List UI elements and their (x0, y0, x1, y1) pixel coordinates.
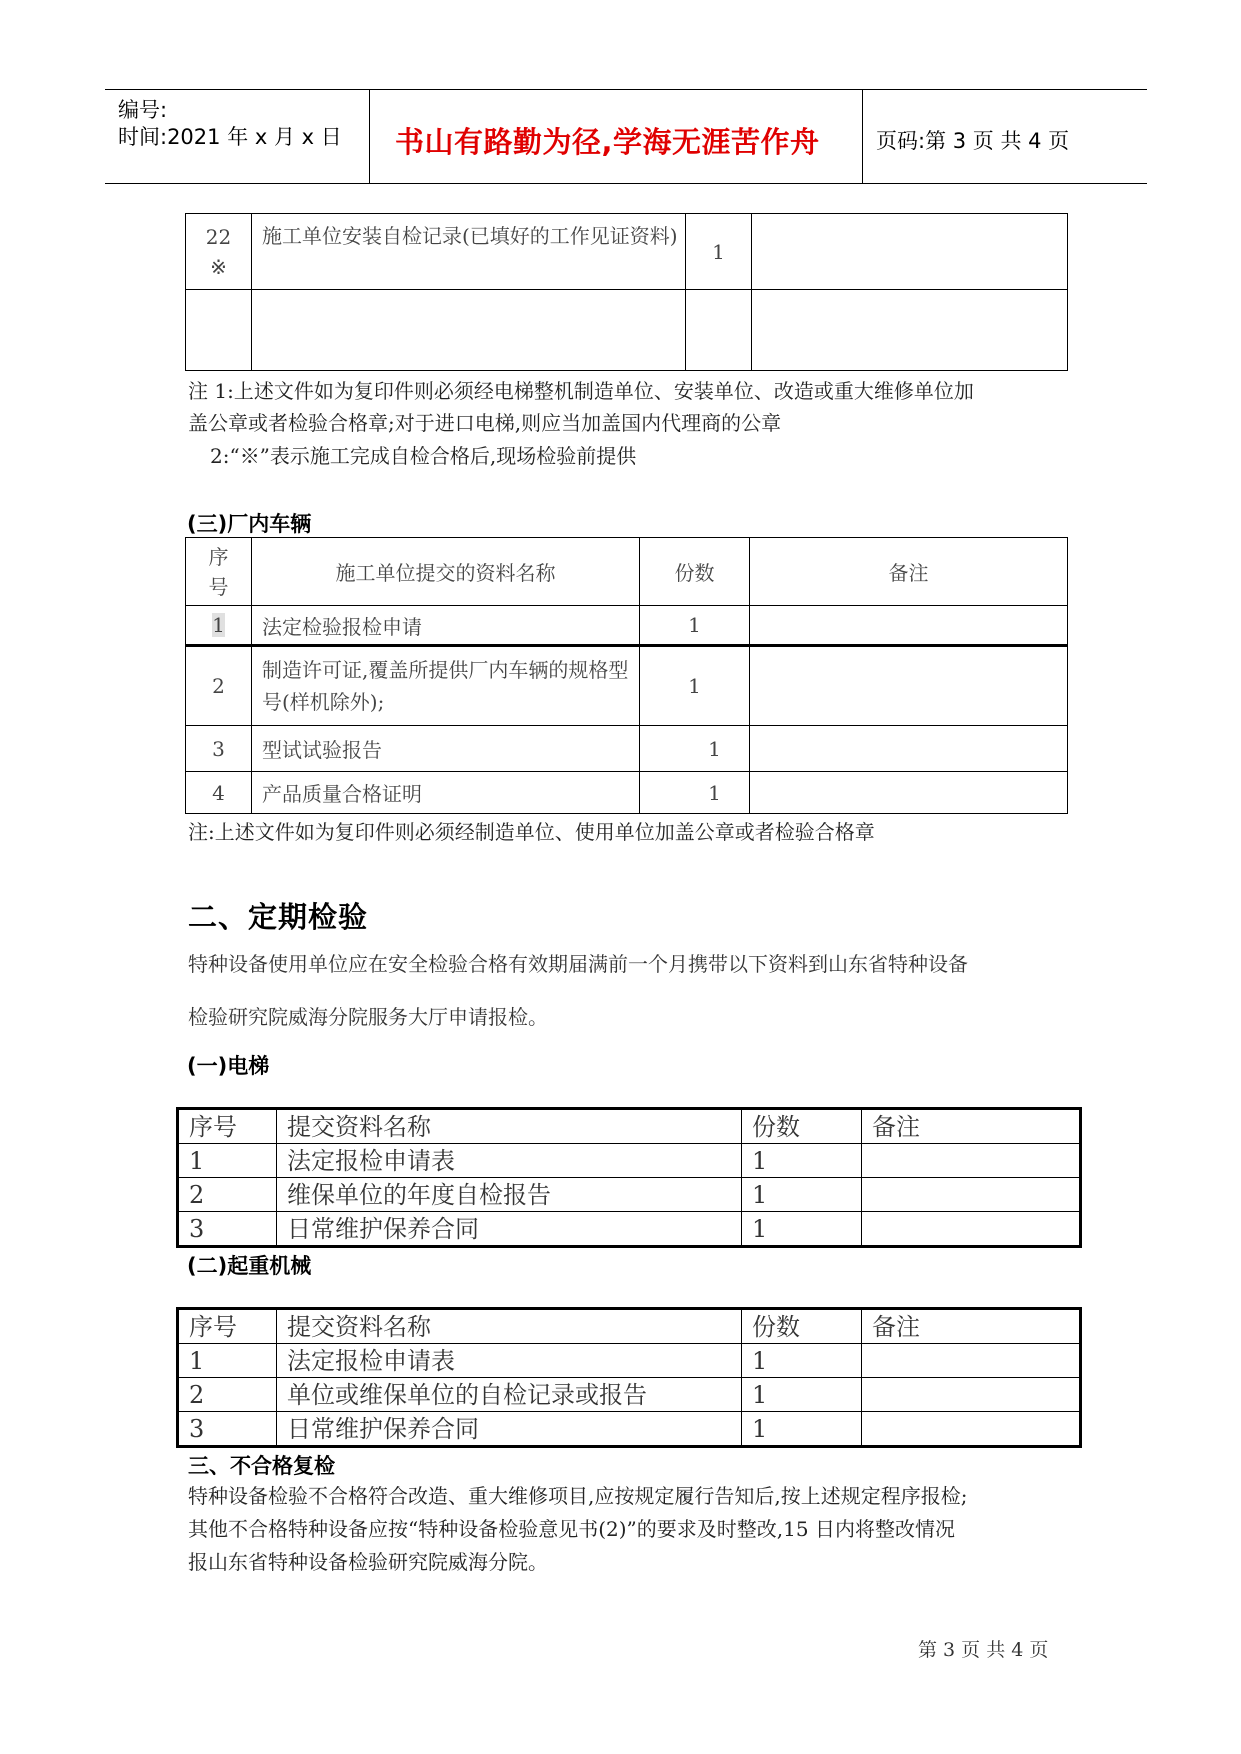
doc-count-cell: 1 (742, 1178, 862, 1212)
vehicles-docs-table (185, 537, 1068, 814)
row-number-cell: 3 (186, 726, 252, 772)
doc-name-cell: 制造许可证,覆盖所提供厂内车辆的规格型号(样机除外); (252, 646, 640, 726)
note-1-line-2: 盖公章或者检验合格章;对于进口电梯,则应当加盖国内代理商的公章 (188, 411, 782, 435)
header-number-label: 编号: (118, 98, 168, 122)
row-number-cell: 4 (186, 772, 252, 814)
doc-name-cell: 法定报检申请表 (277, 1144, 742, 1178)
doc-name-cell: 施工单位安装自检记录(已填好的工作见证资料) (252, 214, 686, 290)
doc-name-cell: 维保单位的年度自检报告 (277, 1178, 742, 1212)
table-row (178, 1144, 1081, 1178)
table-row (186, 606, 1068, 646)
table-row (178, 1344, 1081, 1378)
header-bottom-rule (105, 183, 1147, 184)
elevator-install-docs-table (185, 213, 1068, 371)
doc-remark-cell (750, 606, 1068, 646)
header-no-line2: 号 (208, 574, 229, 599)
table-row (178, 1178, 1081, 1212)
doc-name-cell: 型试试验报告 (252, 726, 640, 772)
doc-name-cell: 产品质量合格证明 (252, 772, 640, 814)
header-divider-left (369, 90, 370, 184)
doc-count-cell: 1 (742, 1144, 862, 1178)
doc-remark-cell (750, 726, 1068, 772)
row-number-cell (186, 606, 252, 646)
doc-count-cell: 1 (640, 646, 750, 726)
table-row (186, 772, 1068, 814)
recheck-line-1: 特种设备检验不合格符合改造、重大维修项目,应按规定履行告知后,按上述规定程序报检; (188, 1484, 968, 1508)
row-number: 22 (205, 224, 232, 249)
table-header-row (178, 1309, 1081, 1344)
header-top-rule (105, 89, 1147, 90)
doc-remark-cell (862, 1344, 1081, 1378)
header-page-label: 页码:第 3 页 共 4 页 (876, 129, 1070, 153)
header-time-label: 时间:2021 年 x 月 x 日 (118, 125, 342, 149)
header-remark-cell: 备注 (750, 538, 1068, 606)
header-count-cell: 份数 (742, 1109, 862, 1144)
section-vehicles-title: (三)厂内车辆 (187, 512, 312, 536)
recheck-line-2: 其他不合格特种设备应按“特种设备检验意见书(2)”的要求及时整改,15 日内将整改情况 (188, 1517, 955, 1541)
row-number-cell: 1 (178, 1344, 277, 1378)
doc-count-cell: 1 (742, 1344, 862, 1378)
header-no-line1: 序 (208, 544, 229, 569)
header-motto: 书山有路勤为径,学海无涯苦作舟 (395, 125, 820, 159)
row-number-cell: 1 (178, 1144, 277, 1178)
row-number-cell: 3 (178, 1412, 277, 1447)
doc-remark-cell (862, 1412, 1081, 1447)
doc-name-cell: 日常维护保养合同 (277, 1412, 742, 1447)
doc-count-cell: 1 (742, 1412, 862, 1447)
recheck-line-3: 报山东省特种设备检验研究院威海分院。 (188, 1550, 548, 1574)
header-count-cell: 份数 (640, 538, 750, 606)
header-divider-right (862, 90, 863, 184)
table-row (178, 1212, 1081, 1247)
doc-remark-cell (750, 646, 1068, 726)
doc-remark-cell (752, 214, 1068, 290)
note-1-line-1: 注 1:上述文件如为复印件则必须经电梯整机制造单位、安装单位、改造或重大维修单位加 (188, 379, 974, 403)
recheck-heading: 三、不合格复检 (188, 1454, 335, 1478)
row-mark: ※ (210, 254, 227, 279)
doc-count-cell: 1 (640, 772, 750, 814)
table-row (178, 1412, 1081, 1447)
header-name-cell: 提交资料名称 (277, 1109, 742, 1144)
doc-remark-cell (750, 772, 1068, 814)
header-name-cell: 施工单位提交的资料名称 (252, 538, 640, 606)
doc-name-cell: 法定检验报检申请 (252, 606, 640, 646)
row-number-cell: 2 (178, 1178, 277, 1212)
note-2: 2:“※”表示施工完成自检合格后,现场检验前提供 (210, 444, 637, 468)
doc-count-cell: 1 (640, 726, 750, 772)
crane-periodic-table (176, 1307, 1082, 1448)
doc-remark-cell (862, 1212, 1081, 1247)
doc-name-cell: 单位或维保单位的自检记录或报告 (277, 1378, 742, 1412)
header-count-cell: 份数 (742, 1309, 862, 1344)
header-no-cell: 序号 (178, 1309, 277, 1344)
table-header-row (178, 1109, 1081, 1144)
doc-name-cell (252, 290, 686, 371)
header-remark-cell: 备注 (862, 1109, 1081, 1144)
periodic-para-line-1: 特种设备使用单位应在安全检验合格有效期届满前一个月携带以下资料到山东省特种设备 (188, 952, 968, 976)
table-row (186, 646, 1068, 726)
header-remark-cell: 备注 (862, 1309, 1081, 1344)
doc-count-cell (686, 290, 752, 371)
table-row (186, 214, 1068, 290)
row-number-cell: 2 (178, 1378, 277, 1412)
doc-remark-cell (862, 1144, 1081, 1178)
row-number: 1 (212, 613, 225, 637)
vehicles-note: 注:上述文件如为复印件则必须经制造单位、使用单位加盖公章或者检验合格章 (188, 820, 875, 844)
row-number-cell (186, 290, 252, 371)
periodic-para-line-2: 检验研究院威海分院服务大厅申请报检。 (188, 1005, 548, 1029)
footer-page-number: 第 3 页 共 4 页 (918, 1639, 1049, 1661)
header-name-cell: 提交资料名称 (277, 1309, 742, 1344)
row-number-cell: 3 (178, 1212, 277, 1247)
doc-count-cell: 1 (686, 214, 752, 290)
section-elevator-title: (一)电梯 (187, 1054, 270, 1078)
doc-name-cell: 法定报检申请表 (277, 1344, 742, 1378)
doc-count-cell: 1 (742, 1378, 862, 1412)
header-no-cell (186, 538, 252, 606)
doc-name-cell: 日常维护保养合同 (277, 1212, 742, 1247)
header-no-cell: 序号 (178, 1109, 277, 1144)
doc-count-cell: 1 (742, 1212, 862, 1247)
doc-count-cell: 1 (640, 606, 750, 646)
row-number-cell (186, 214, 252, 290)
table-header-row (186, 538, 1068, 606)
doc-remark-cell (862, 1378, 1081, 1412)
periodic-inspection-heading: 二、定期检验 (188, 900, 369, 934)
doc-remark-cell (862, 1178, 1081, 1212)
table-row (186, 290, 1068, 371)
section-crane-title: (二)起重机械 (187, 1254, 312, 1278)
row-number-cell: 2 (186, 646, 252, 726)
table-row (186, 726, 1068, 772)
table-row (178, 1378, 1081, 1412)
elevator-periodic-table (176, 1107, 1082, 1248)
doc-remark-cell (752, 290, 1068, 371)
